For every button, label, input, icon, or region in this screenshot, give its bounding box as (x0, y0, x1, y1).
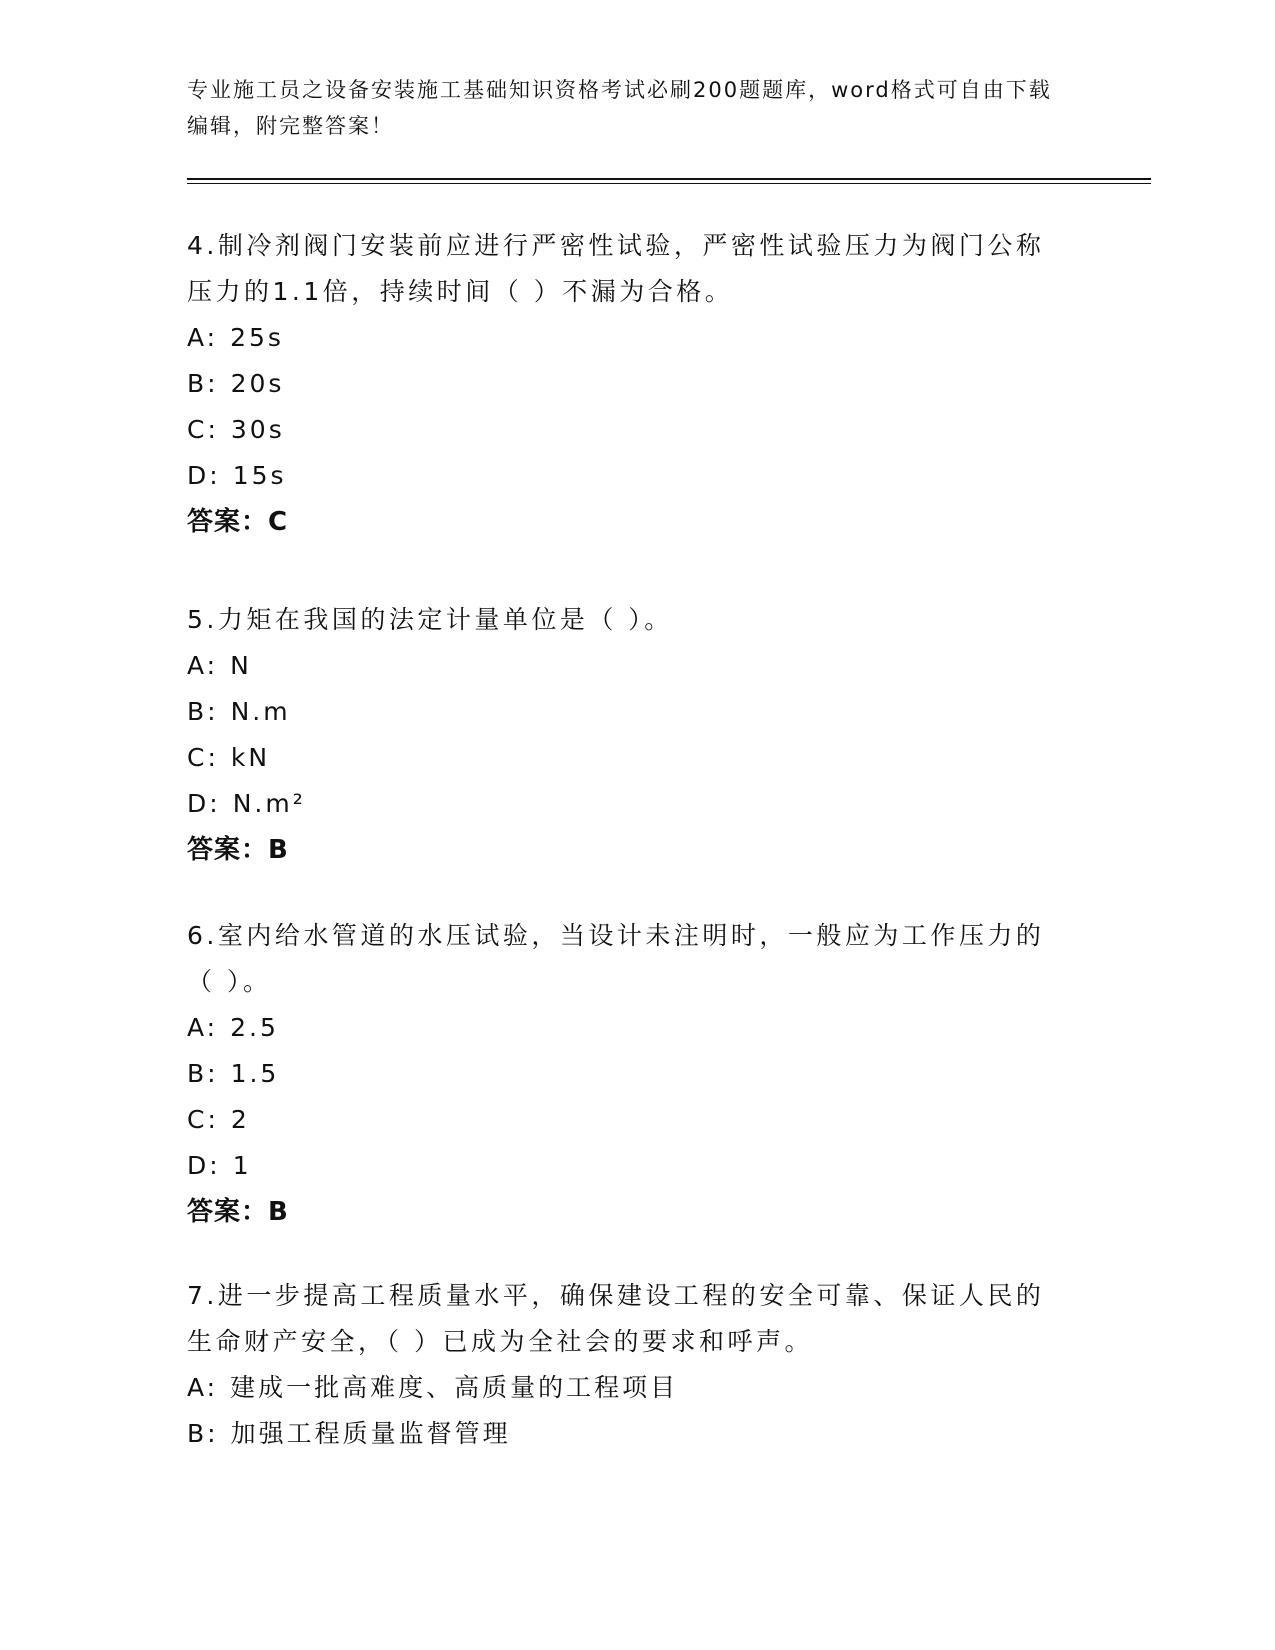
option-letter: B: (187, 697, 219, 726)
option-text: 2.5 (230, 1013, 279, 1042)
option-text: 30s (230, 415, 285, 444)
option-b (187, 1051, 1067, 1097)
option-text: 加强工程质量监督管理 (230, 1419, 511, 1448)
option-a (187, 643, 1067, 689)
option-letter: A: (187, 1373, 219, 1402)
header-divider (187, 178, 1151, 180)
question-4 (187, 223, 1067, 545)
option-text: 20s (230, 369, 285, 398)
option-letter: B: (187, 1059, 219, 1088)
option-c (187, 735, 1067, 781)
option-letter: D: (187, 789, 221, 818)
option-letter: D: (187, 461, 221, 490)
option-text: 1 (232, 1151, 252, 1180)
question-stem: 7.进一步提高工程质量水平，确保建设工程的安全可靠、保证人民的生命财产安全，（ ）已成为全社会的要求和呼声。 (187, 1281, 1045, 1356)
option-letter: B: (187, 1419, 219, 1448)
option-b (187, 361, 1067, 407)
option-text: kN (230, 743, 271, 772)
option-text: N (230, 651, 252, 680)
answer-line: 答案：B (187, 1197, 289, 1227)
option-c (187, 407, 1067, 453)
option-text: N.m (230, 697, 291, 726)
option-text: 2 (230, 1105, 250, 1134)
option-b (187, 689, 1067, 735)
option-c (187, 1097, 1067, 1143)
option-text: 25s (230, 323, 284, 352)
option-d (187, 453, 1067, 499)
answer-line: 答案：B (187, 835, 289, 865)
option-text: 建成一批高难度、高质量的工程项目 (230, 1373, 679, 1402)
question-stem: 5.力矩在我国的法定计量单位是（ ）。 (187, 605, 673, 634)
option-letter: B: (187, 369, 219, 398)
option-d (187, 781, 1067, 827)
document-title: 专业施工员之设备安装施工基础知识资格考试必刷200题题库，word格式可自由下载编辑，附完整答案！ (187, 78, 1052, 138)
option-text: N.m² (232, 789, 306, 818)
question-stem: 6.室内给水管道的水压试验，当设计未注明时，一般应为工作压力的（ ）。 (187, 921, 1045, 996)
option-letter: C: (187, 415, 219, 444)
option-letter: A: (187, 1013, 219, 1042)
option-text: 15s (232, 461, 287, 490)
option-letter: C: (187, 1105, 219, 1134)
option-a (187, 315, 1067, 361)
option-b (187, 1411, 1067, 1457)
option-letter: A: (187, 323, 219, 352)
option-a (187, 1365, 1067, 1411)
question-6 (187, 913, 1067, 1235)
answer-line: 答案：C (187, 507, 289, 537)
option-a (187, 1005, 1067, 1051)
option-letter: A: (187, 651, 219, 680)
option-d (187, 1143, 1067, 1189)
header-divider-thin (187, 183, 1151, 184)
option-letter: D: (187, 1151, 221, 1180)
question-5 (187, 597, 1067, 873)
question-stem: 4.制冷剂阀门安装前应进行严密性试验，严密性试验压力为阀门公称压力的1.1倍，持续时间（ ）不漏为合格。 (187, 231, 1045, 306)
option-text: 1.5 (230, 1059, 280, 1088)
option-letter: C: (187, 743, 219, 772)
question-7 (187, 1273, 1067, 1457)
